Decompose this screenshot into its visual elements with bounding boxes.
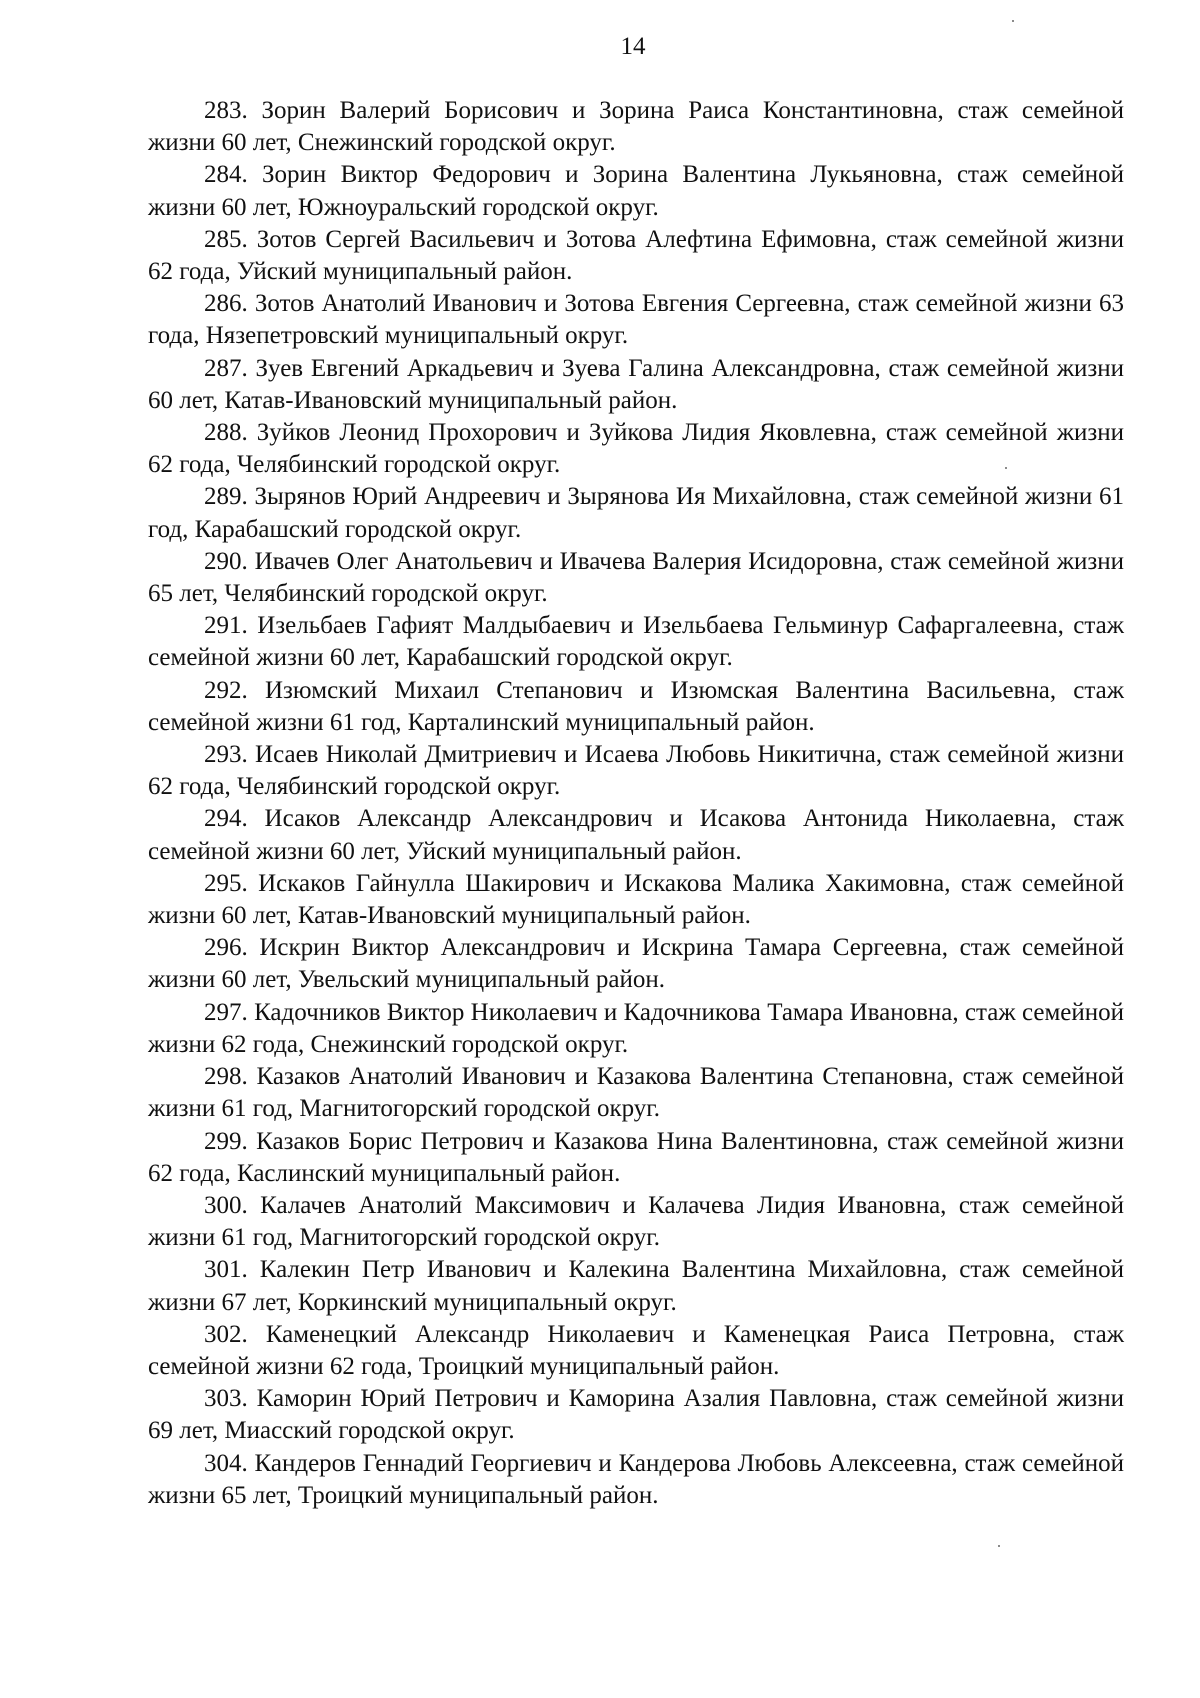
list-entry: 290. Ивачев Олег Анатольевич и Ивачева Валерия Исидоровна, стаж семейной жизни 65 лет, Челябинский городской округ. xyxy=(148,547,1124,608)
entry-list xyxy=(148,95,1124,1512)
list-entry: 302. Каменецкий Александр Николаевич и Каменецкая Раиса Петровна, стаж семейной жизни 62 года, Троицкий муниципальный район. xyxy=(148,1320,1124,1380)
list-entry: 291. Изельбаев Гафият Малдыбаевич и Изельбаева Гельминур Сафаргалеевна, стаж семейной жизни 60 лет, Карабашский городской округ. xyxy=(148,612,1124,672)
list-entry: 294. Исаков Александр Александрович и Исакова Антонида Николаевна, стаж семейной жизни 60 лет, Уйский муниципальный район. xyxy=(148,805,1124,865)
list-entry: 289. Зырянов Юрий Андреевич и Зырянова Ия Михайловна, стаж семейной жизни 61 год, Карабашский городской округ. xyxy=(148,483,1124,543)
scan-speck xyxy=(1012,20,1014,22)
list-entry: 284. Зорин Виктор Федорович и Зорина Валентина Лукьяновна, стаж семейной жизни 60 лет, Южноуральский городской округ. xyxy=(148,161,1124,221)
list-entry: 304. Кандеров Геннадий Георгиевич и Кандерова Любовь Алексеевна, стаж семейной жизни 65 лет, Троицкий муниципальный район. xyxy=(148,1449,1124,1509)
list-entry: 298. Казаков Анатолий Иванович и Казакова Валентина Степановна, стаж семейной жизни 61 год, Магнитогорский городской округ. xyxy=(148,1063,1124,1123)
list-entry: 299. Казаков Борис Петрович и Казакова Нина Валентиновна, стаж семейной жизни 62 года, Каслинский муниципальный район. xyxy=(148,1127,1124,1187)
list-entry: 295. Искаков Гайнулла Шакирович и Искакова Малика Хакимовна, стаж семейной жизни 60 лет, Катав-Ивановский муниципальный район. xyxy=(148,869,1124,930)
list-entry: 286. Зотов Анатолий Иванович и Зотова Евгения Сергеевна, стаж семейной жизни 63 года, Нязепетровский муниципальный округ. xyxy=(148,290,1124,350)
list-entry: 293. Исаев Николай Дмитриевич и Исаева Любовь Никитична, стаж семейной жизни 62 года, Челябинский городской округ. xyxy=(148,741,1124,801)
list-entry: 285. Зотов Сергей Васильевич и Зотова Алефтина Ефимовна, стаж семейной жизни 62 года, Уйский муниципальный район. xyxy=(148,225,1124,286)
scan-speck xyxy=(1005,467,1007,469)
list-entry: 292. Изюмский Михаил Степанович и Изюмская Валентина Васильевна, стаж семейной жизни 61 год, Карталинский муниципальный район. xyxy=(148,676,1124,736)
list-entry: 300. Калачев Анатолий Максимович и Калачева Лидия Ивановна, стаж семейной жизни 61 год, Магнитогорский городской округ. xyxy=(148,1191,1124,1252)
list-entry: 301. Калекин Петр Иванович и Калекина Валентина Михайловна, стаж семейной жизни 67 лет, Коркинский муниципальный округ. xyxy=(148,1256,1124,1316)
list-entry: 296. Искрин Виктор Александрович и Искрина Тамара Сергеевна, стаж семейной жизни 60 лет, Увельский муниципальный район. xyxy=(148,934,1124,994)
page-number: 14 xyxy=(620,33,646,60)
list-entry: 283. Зорин Валерий Борисович и Зорина Раиса Константиновна, стаж семейной жизни 60 лет, Снежинский городской округ. xyxy=(148,97,1124,157)
list-entry: 288. Зуйков Леонид Прохорович и Зуйкова Лидия Яковлевна, стаж семейной жизни 62 года, Челябинский городской округ. xyxy=(148,419,1124,479)
list-entry: 303. Каморин Юрий Петрович и Каморина Азалия Павловна, стаж семейной жизни 69 лет, Миасский городской округ. xyxy=(148,1385,1124,1445)
list-entry: 297. Кадочников Виктор Николаевич и Кадочникова Тамара Ивановна, стаж семейной жизни 62 года, Снежинский городской округ. xyxy=(148,998,1124,1058)
list-entry: 287. Зуев Евгений Аркадьевич и Зуева Галина Александровна, стаж семейной жизни 60 лет, Катав-Ивановский муниципальный район. xyxy=(148,354,1124,414)
scan-speck xyxy=(998,1545,1000,1547)
